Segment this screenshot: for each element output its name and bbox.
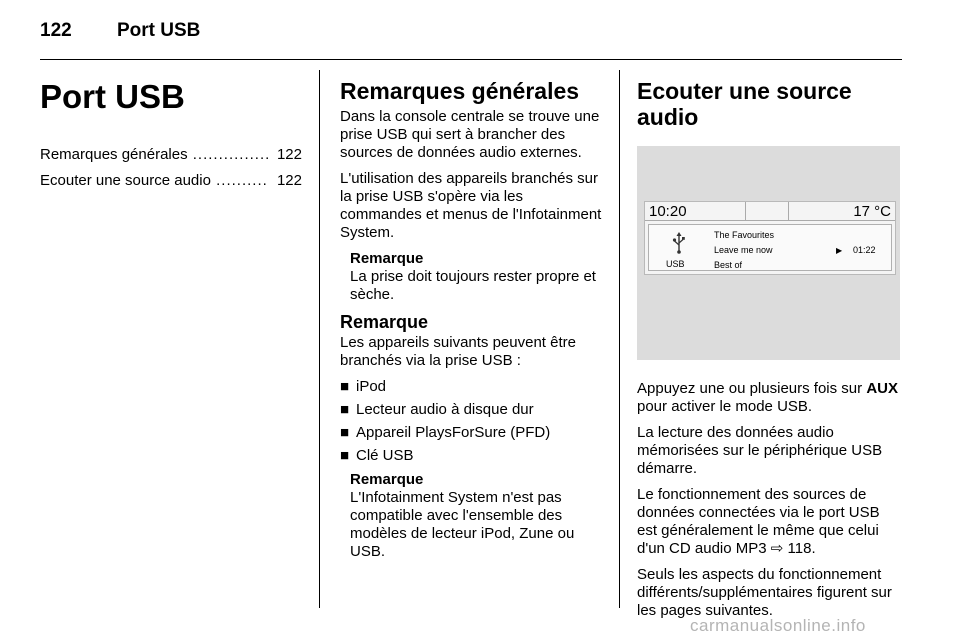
usb-icon (672, 232, 686, 254)
toc-leader: .......... (216, 172, 268, 189)
note-box (350, 250, 604, 304)
toc-entry-label: Ecouter une source audio (40, 172, 211, 189)
paragraph: Dans la console centrale se trouve une prise USB qui sert à brancher des sources de données audio externes. (340, 108, 600, 161)
infotainment-screen-photo (637, 146, 900, 360)
toc-leader: ............... (192, 146, 271, 163)
temperature-readout: 17 °C (853, 203, 891, 220)
section-heading: Ecouter une source audio (637, 78, 852, 130)
column-audio-source (637, 78, 902, 628)
header-rule (40, 59, 902, 60)
subheading: Remarque (340, 312, 429, 332)
paragraph: Seuls les aspects du fonctionnement différents/supplémentaires figurent sur les pages suivantes. (637, 566, 892, 619)
toc-entry-page: 122 (276, 146, 302, 163)
list-item: ■ Lecteur audio à disque dur (340, 401, 534, 418)
aux-button-label: AUX (866, 380, 898, 397)
column-divider-1 (319, 70, 320, 608)
paragraph: Le fonctionnement des sources de données connectées via le port USB est généralement le même que celui d'un CD audio MP3 ⇨ 118. (637, 486, 880, 557)
track-item: The Favourites (714, 230, 775, 240)
paragraph: Appuyez une ou plusieurs fois sur AUX pour activer le mode USB. (637, 380, 898, 415)
page-reference[interactable]: 118. (783, 540, 816, 557)
bullet-icon: ■ (340, 401, 350, 418)
column-divider-2 (619, 70, 620, 608)
note-text: L'Infotainment System n'est pas compatible avec l'ensemble des modèles de lecteur iPod, Zune ou USB. (350, 489, 575, 560)
bullet-icon: ■ (340, 424, 350, 441)
display-divider (645, 220, 895, 221)
play-icon: ▶ (836, 246, 843, 255)
toc-entry-label: Remarques générales (40, 146, 188, 163)
bullet-icon: ■ (340, 447, 350, 464)
clock-readout: 10:20 (649, 203, 687, 220)
note-title: Remarque (350, 471, 424, 488)
page-reference-arrow-icon: ⇨ (770, 540, 784, 557)
chapter-title: Port USB (40, 78, 185, 115)
column-toc (40, 78, 302, 198)
paragraph: Les appareils suivants peuvent être branchés via la prise USB : (340, 334, 576, 369)
page-number: 122 (40, 20, 72, 41)
column-general-notes (340, 78, 604, 569)
track-list-panel (648, 224, 892, 271)
bullet-icon: ■ (340, 378, 350, 395)
note-text: La prise doit toujours rester propre et sèche. (350, 268, 596, 303)
display-divider (788, 202, 789, 220)
track-item: Best of (714, 260, 743, 270)
paragraph: La lecture des données audio mémorisées sur le périphérique USB démarre. (637, 424, 883, 477)
list-item: ■ iPod (340, 378, 387, 395)
display-divider (745, 202, 746, 220)
section-heading: Remarques générales (340, 78, 580, 104)
device-list (340, 378, 604, 465)
list-item: ■ Appareil PlaysForSure (PFD) (340, 424, 551, 441)
paragraph: L'utilisation des appareils branchés sur la prise USB s'opère via les commandes et menus de l'Infotainment System. (340, 170, 602, 241)
running-header-title: Port USB (117, 20, 201, 41)
toc-entry[interactable] (40, 146, 302, 164)
watermark: carmanualsonline.info (690, 616, 866, 635)
elapsed-time: 01:22 (853, 245, 876, 255)
source-label: USB (666, 259, 685, 269)
list-item: ■ Clé USB (340, 447, 414, 464)
toc-entry-page: 122 (276, 172, 302, 189)
toc-entry[interactable] (40, 172, 302, 190)
track-item: Leave me now (714, 245, 773, 255)
display-screen (644, 201, 896, 275)
note-box (350, 471, 604, 561)
note-title: Remarque (350, 250, 424, 267)
